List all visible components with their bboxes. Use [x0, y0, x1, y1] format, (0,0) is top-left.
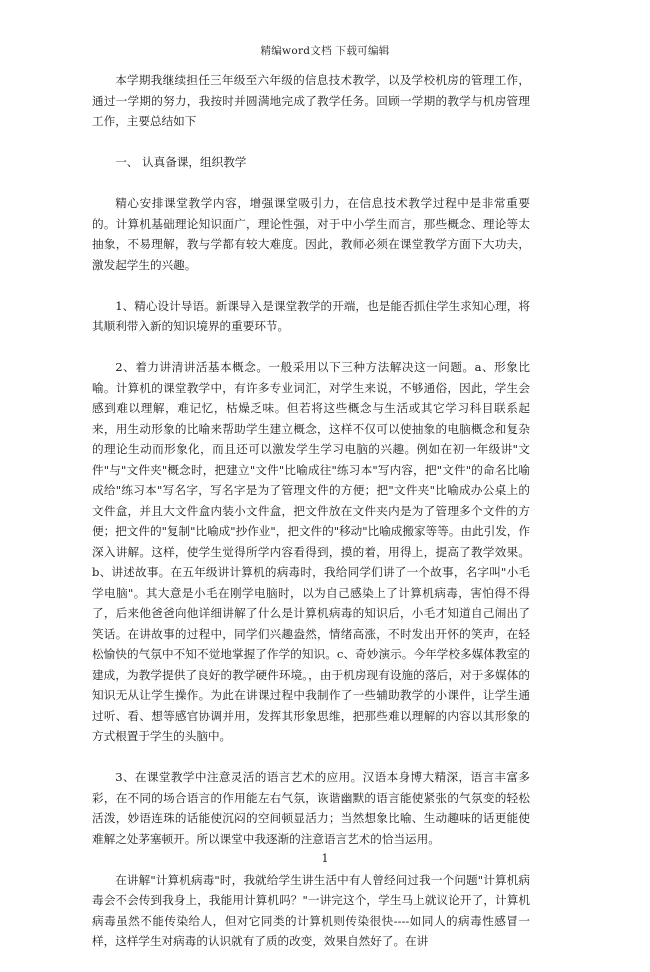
document-body	[92, 70, 530, 972]
page-header: 精编word文档 下载可编辑	[260, 45, 390, 57]
body-paragraph: 1、精心设计导语。新课导入是课堂教学的开端，也是能否抓住学生求知心理，将其顺利带入新的知识境界的重要环节。	[92, 298, 530, 333]
body-paragraph: 在讲解"计算机病毒"时，我就给学生讲生活中有人曾经问过我一个问题"计算机病毒会不会传到我身上，我能用计算机吗？"一讲完这个，学生马上就议论开了，计算机病毒虽然不能传染给人，但对它同类的计算机则传染很快----如同人的病毒性感冒一样，这样学生对病毒的认识就有了质的改变，效果自然好了。在讲	[92, 872, 530, 948]
body-paragraph: 3、在课堂教学中注意灵活的语言艺术的应用。汉语本身博大精深，语言丰富多彩，在不同的场合语言的作用能左右气氛，诙谐幽默的语言能使紧张的气氛变的轻松活泼，妙语连珠的话能使沉闷的空间顿显活力；当然想象比喻、生动趣味的话更能使难解之处茅塞顿开。所以课堂中我逐渐的注意语言艺术的恰当运用。	[92, 770, 530, 846]
section-heading: 一、 认真备课，组织教学	[115, 155, 247, 169]
body-paragraph: 2、着力讲清讲活基本概念。一般采用以下三种方法解决这一问题。a、形象比喻。计算机的课堂教学中，有许多专业词汇，对学生来说，不够通俗，因此，学生会感到难以理解，难记忆，枯燥乏味。但若将这些概念与生活或其它学习科目联系起来，用生动形象的比喻来帮助学生建立概念，这样不仅可以使抽象的电脑概念和复杂的理论生动而形象化，而且还可以激发学生学习电脑的兴趣。例如在初一年级讲"文件"与"文件夹"概念时，把建立"文件"比喻成往"练习本"写内容，把"文件"的命名比喻成给"练习本"写名字，写名字是为了管理文件的方便；把"文件夹"比喻成办公桌上的文件盒，并且大文件盒内装小文件盒，把文件放在文件夹内是为了管理多个文件的方便；把文件的"复制"比喻成"抄作业"，把文件的"移动"比喻成搬家等等。由此引发，作深入讲解。这样，使学生觉得所学内容看得到，摸的着，用得上，提高了教学效果。b、讲述故事。在五年级讲计算机的病毒时，我给同学们讲了一个故事，名字叫"小毛学电脑"。其大意是小毛在刚学电脑时，以为自己感染上了计算机病毒，害怕得不得了，后来他爸爸向他详细讲解了什么是计算机病毒的知识后，小毛才知道自己闹出了笑话。在讲故事的过程中，同学们兴趣盎然，情绪高涨，不时发出开怀的笑声，在轻松愉快的气氛中不知不觉地掌握了作学的知识。c、奇妙演示。今年学校多媒体教室的建成，为教学提供了良好的教学硬件环境。，由于机房现有设施的落后，对于多媒体的知识无从让学生操作。为此在讲课过程中我制作了一些辅助教学的小课件，让学生通过听、看、想等感官协调并用，发挥其形象思维，把那些难以理解的内容以其形象的方式根置于学生的头脑中。	[92, 360, 530, 743]
page-number: 1	[321, 852, 329, 865]
intro-paragraph: 本学期我继续担任三年级至六年级的信息技术教学，以及学校机房的管理工作，通过一学期的努力，我按时并圆满地完成了教学任务。回顾一学期的教学与机房管理工作，主要总结如下	[92, 73, 530, 128]
body-paragraph: 精心安排课堂教学内容，增强课堂吸引力，在信息技术教学过程中是非常重要的。计算机基础理论知识面广，理论性强，对于中小学生而言，那些概念、理论等太抽象，不易理解，教与学都有较大难度。因此，教师必须在课堂教学方面下大功夫，激发起学生的兴趣。	[92, 196, 530, 272]
